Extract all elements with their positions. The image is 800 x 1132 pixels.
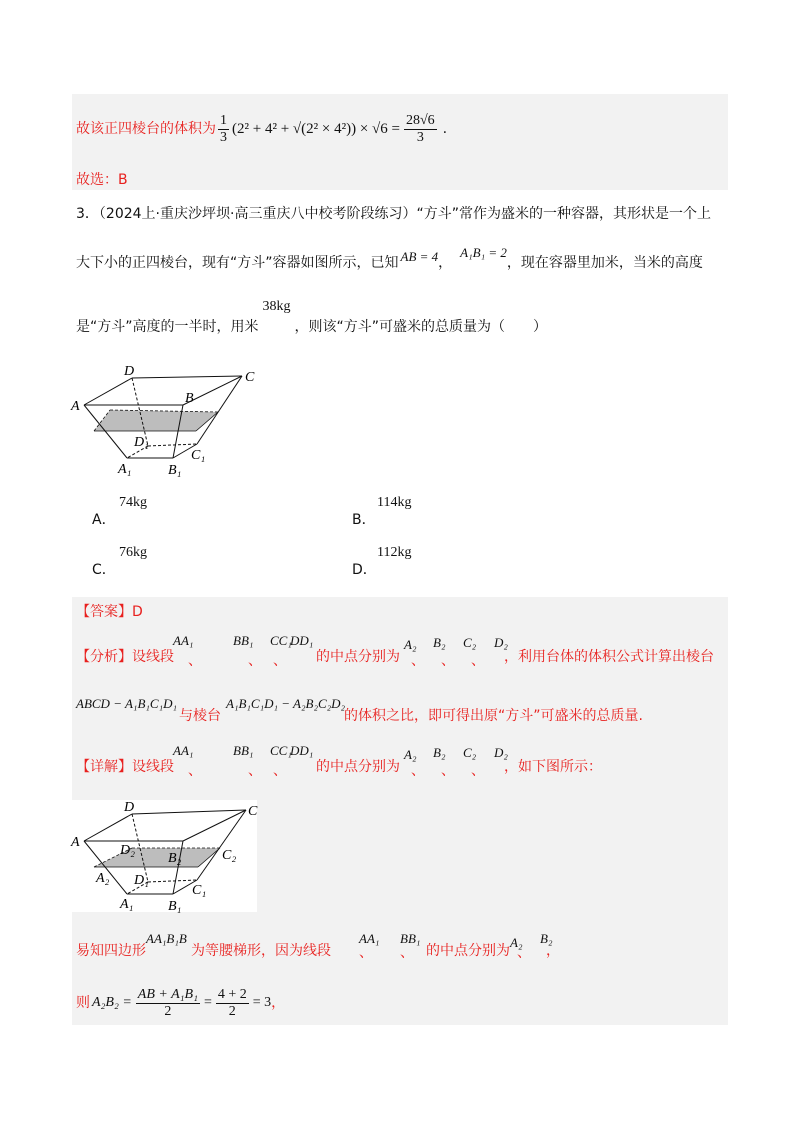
midline-fraction-2: $\frac{4 + 2}{2}$ [217, 986, 247, 1019]
frustum-2: A₁B₁C₁D₁ − A₂B₂C₂D₂ [226, 696, 346, 711]
midline-fraction-1: $\frac{\text{AB + A₁B₁}}{2}$ [137, 986, 198, 1019]
figure-fangdou-midsection [70, 798, 270, 916]
question-line-1: 3．（2024上·重庆沙坪坝·高三重庆八中校考阶段练习）“方斗”常作为盛米的一种容器，其形状是一个上 [76, 206, 711, 222]
detail-tag: 【详解】 [76, 759, 132, 775]
label-D1: D₁ [134, 873, 149, 888]
label-B2: B₂ [168, 851, 182, 866]
given-ab: AB = 4 [400, 249, 439, 264]
label-A1: A₁ [118, 462, 132, 477]
volume-prefix: 故该正四棱台的体积为 [76, 121, 216, 137]
label-A: A [71, 835, 80, 850]
a2b2-label: A₂B₂ = [92, 995, 132, 1010]
analysis-tag: 【分析】 [76, 649, 132, 665]
label-B: B [185, 391, 194, 406]
label-D: D [124, 364, 135, 379]
option-b[interactable] [352, 495, 472, 528]
trapezoid-line: 易知四边形 AA₁B₁B 为等腰梯形，因为线段 AA₁ 、 BB₁ 、 的中点分别为 A₂ 、 B₂ ， [76, 931, 560, 961]
figure-fangdou [70, 362, 270, 482]
label-C1: C₁ [191, 448, 206, 463]
choice-line: 故选：B [76, 172, 128, 188]
label-C: C [248, 804, 258, 819]
option-b-letter: B． [352, 512, 376, 528]
analysis-line-2: ABCD − A₁B₁C₁D₁ 与棱台 A₁B₁C₁D₁ − A₂B₂C₂D₂ 的体积之比，即可得出原“方斗”可盛米的总质量. [76, 696, 643, 724]
volume-line [76, 104, 447, 154]
question-number: 3． [76, 206, 99, 222]
label-D1: D₁ [134, 435, 149, 450]
option-d[interactable] [352, 545, 472, 578]
answer-tag: 【答案】D [76, 604, 143, 620]
label-D2: D₂ [120, 843, 135, 858]
option-a[interactable] [92, 495, 212, 528]
volume-fraction: $\frac{1}{3}$ [220, 112, 227, 145]
midline-calc: 则 A₂B₂ = $\frac{\text{AB + A₁B₁}}{2}$ = $\frac{4 + 2}{2}$ = 3 ， [76, 986, 286, 1019]
label-D: D [124, 800, 135, 815]
option-c-letter: C． [92, 562, 116, 578]
detail-line-1: 【详解】 设线段 AA₁ 、 BB₁ 、 CC₁ 、 DD₁ 的中点分别为 A₂ 、 B₂ 、 C₂ 、 D₂ ，如下图所示： [76, 743, 602, 779]
question-line-2: 大下小的正四棱台，现有“方斗”容器如图所示，已知 AB = 4 ， A₁B₁ = 2 ，现在容器里加米，当米的高度 [76, 245, 703, 271]
option-c-value: 76kg [119, 545, 147, 560]
label-C2: C₂ [222, 848, 237, 863]
option-d-letter: D． [352, 562, 377, 578]
volume-expression: (2² + 4² + √(2² × 4²)) × √6 = [232, 121, 400, 137]
label-A1: A₁ [120, 897, 134, 912]
option-c[interactable] [92, 545, 212, 578]
midline-result: = 3 [252, 995, 272, 1010]
label-B1: B₁ [168, 899, 182, 914]
label-A2: A₂ [96, 871, 110, 886]
label-C: C [245, 370, 255, 385]
frustum-1: ABCD − A₁B₁C₁D₁ [76, 696, 177, 711]
option-d-value: 112kg [377, 545, 412, 560]
question-line-3: 是“方斗”高度的一半时，用米 38kg ，则该“方斗”可盛米的总质量为（ ） [76, 299, 548, 335]
question-source: （2024上·重庆沙坪坝·高三重庆八中校考阶段练习） [98, 206, 417, 222]
option-a-value: 74kg [119, 495, 147, 510]
label-A: A [71, 399, 80, 414]
rice-mass: 38kg [262, 299, 291, 314]
option-a-letter: A． [92, 512, 116, 528]
option-b-value: 114kg [377, 495, 412, 510]
volume-result: $\frac{28√6}{3}$ [405, 112, 435, 145]
quad-label: AA₁B₁B [146, 931, 187, 946]
label-C1: C₁ [192, 883, 207, 898]
label-B1: B₁ [168, 463, 182, 478]
volume-end: . [442, 121, 448, 137]
analysis-line-1: 【分析】 设线段 AA₁ 、 BB₁ 、 CC₁ 、 DD₁ 的中点分别为 A₂ 、 B₂ 、 C₂ 、 D₂ ，利用台体的体积公式计算出棱台 [76, 633, 714, 669]
given-a1b1: A₁B₁ = 2 [460, 245, 507, 260]
